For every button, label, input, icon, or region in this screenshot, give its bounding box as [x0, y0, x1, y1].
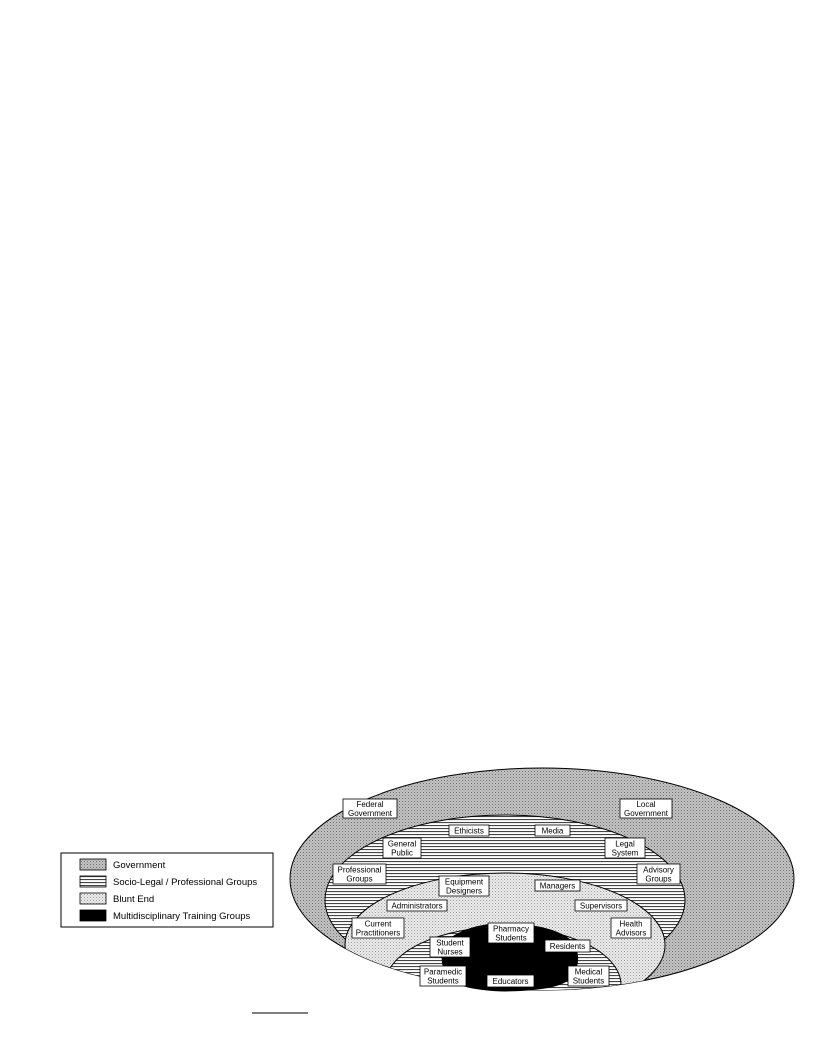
- svg-text:Administrators: Administrators: [391, 901, 443, 911]
- legend-swatch-socio: [80, 876, 106, 887]
- svg-text:General: General: [387, 839, 417, 849]
- svg-text:Health: Health: [619, 919, 643, 929]
- pharmacy-students-label: [488, 923, 534, 943]
- svg-text:Media: Media: [541, 826, 564, 836]
- svg-text:Groups: Groups: [346, 874, 373, 884]
- svg-text:System: System: [611, 848, 639, 858]
- svg-text:Paramedic: Paramedic: [423, 967, 463, 977]
- student-nurses-label: [430, 937, 470, 957]
- legend: [61, 853, 273, 927]
- legend-label-government: Government: [113, 860, 166, 871]
- svg-text:Ethicists: Ethicists: [454, 826, 484, 836]
- svg-text:Educators: Educators: [492, 977, 529, 986]
- svg-text:Current: Current: [364, 919, 392, 929]
- svg-text:Students: Students: [495, 933, 527, 943]
- professional-groups-label: [333, 864, 386, 884]
- legend-swatch-government: [80, 859, 106, 870]
- svg-text:Students: Students: [427, 976, 459, 986]
- local-government-label: [620, 799, 672, 818]
- educators-label: [487, 975, 534, 987]
- ethicists-label: [449, 825, 489, 836]
- svg-text:Student: Student: [436, 938, 464, 948]
- svg-text:Professional: Professional: [337, 865, 382, 875]
- advisory-groups-label: [637, 864, 680, 884]
- medical-students-label: [568, 966, 609, 986]
- legend-swatch-blunt: [80, 893, 106, 904]
- svg-text:Pharmacy: Pharmacy: [492, 924, 530, 934]
- administrators-label: [387, 900, 447, 911]
- svg-text:Public: Public: [391, 848, 413, 858]
- svg-text:Local: Local: [636, 800, 656, 809]
- legend-label-socio: Socio-Legal / Professional Groups: [113, 877, 258, 888]
- svg-text:Medical: Medical: [574, 967, 603, 977]
- svg-text:Legal: Legal: [615, 839, 635, 849]
- legal-system-label: [605, 838, 645, 858]
- svg-text:Residents: Residents: [549, 942, 586, 951]
- svg-text:Nurses: Nurses: [437, 947, 463, 957]
- current-practitioners-label: [352, 918, 404, 938]
- legend-swatch-training: [80, 910, 106, 921]
- legend-label-training: Multidisciplinary Training Groups: [113, 911, 251, 922]
- general-public-label: [383, 838, 421, 858]
- svg-text:Advisors: Advisors: [615, 928, 647, 938]
- legend-label-blunt: Blunt End: [113, 894, 155, 905]
- svg-text:Supervisors: Supervisors: [579, 901, 623, 911]
- equipment-designers-label: [439, 876, 489, 896]
- svg-text:Students: Students: [572, 976, 605, 986]
- paramedic-students-label: [420, 966, 466, 986]
- residents-label: [545, 940, 590, 952]
- managers-label: [535, 880, 580, 891]
- svg-text:Federal: Federal: [356, 800, 384, 809]
- svg-text:Equipment: Equipment: [444, 877, 484, 887]
- svg-text:Government: Government: [347, 809, 393, 818]
- svg-text:Advisory: Advisory: [643, 865, 674, 875]
- svg-text:Government: Government: [623, 809, 669, 818]
- svg-text:Designers: Designers: [445, 886, 483, 896]
- media-label: [535, 825, 570, 836]
- svg-text:Groups: Groups: [645, 874, 672, 884]
- svg-text:Practitioners: Practitioners: [355, 928, 401, 938]
- svg-text:Managers: Managers: [539, 881, 576, 891]
- federal-government-label: [343, 799, 397, 818]
- health-advisors-label: [611, 918, 651, 938]
- supervisors-label: [575, 900, 627, 911]
